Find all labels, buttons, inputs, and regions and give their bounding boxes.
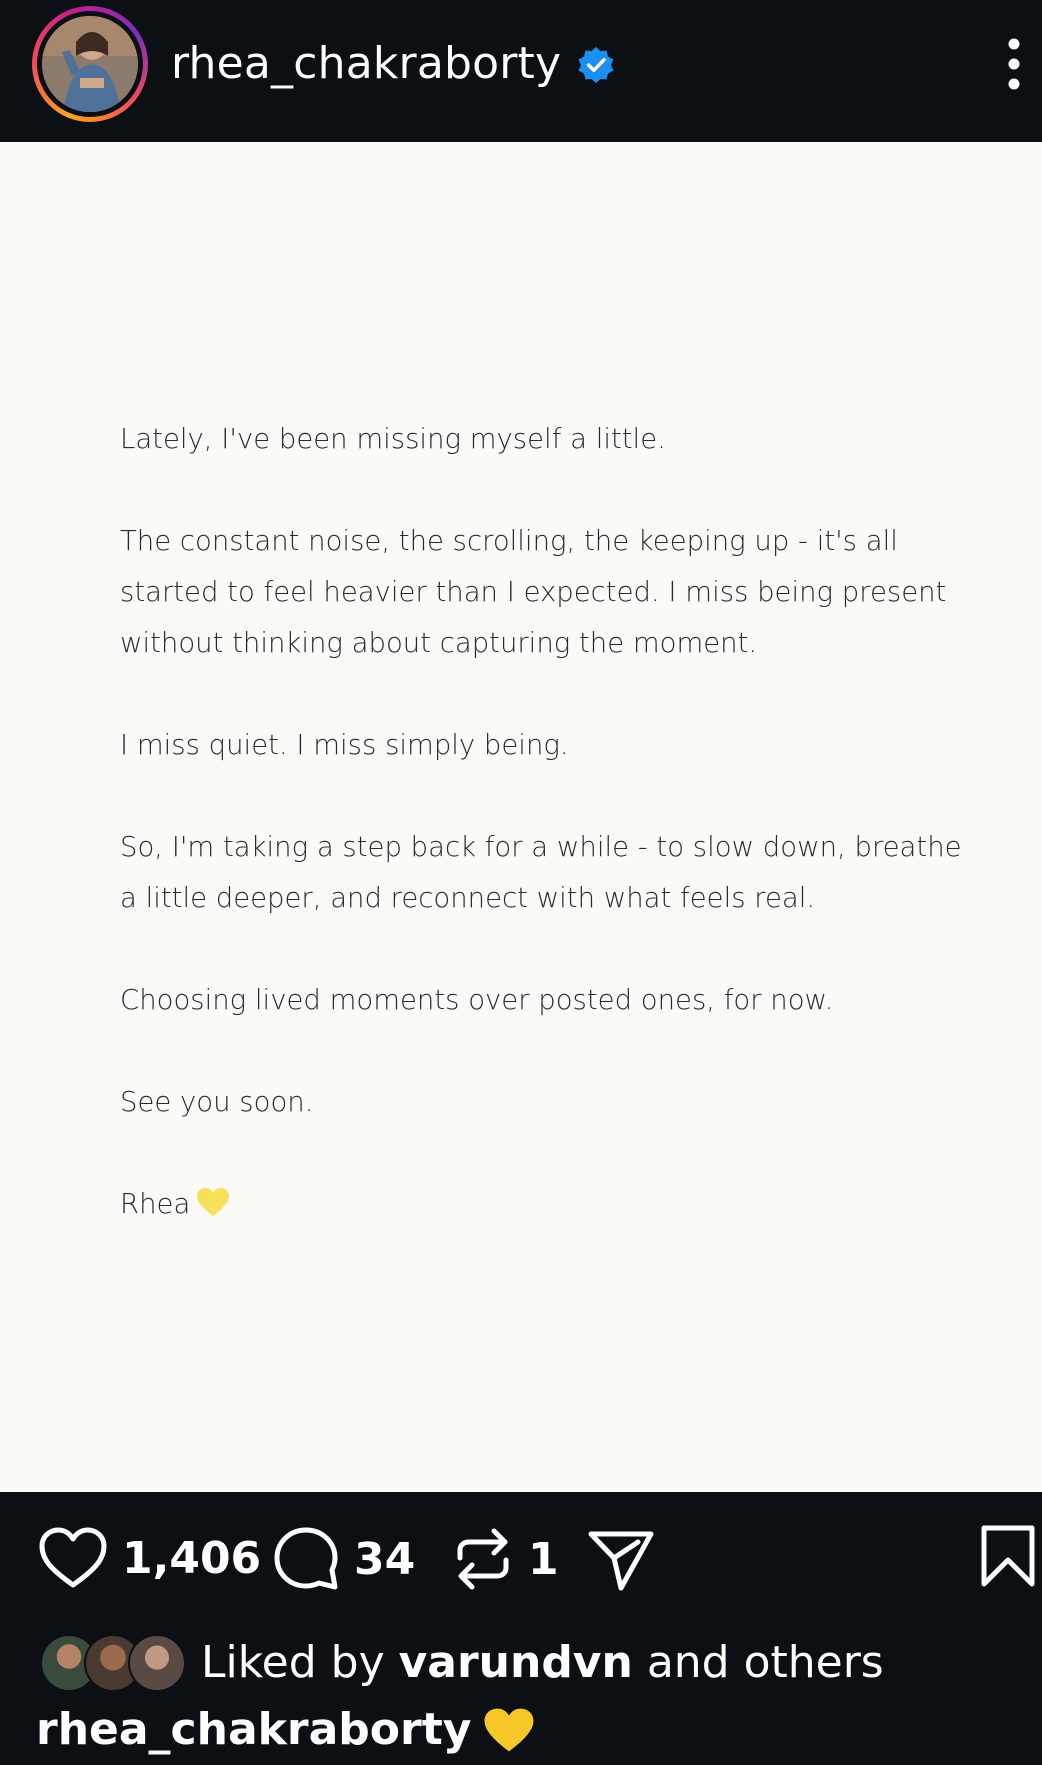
save-action[interactable] <box>980 1524 1036 1588</box>
post-paragraph: The constant noise, the scrolling, the keeping up - it's all started to feel heavier than I expected. I miss being present without thinking about capturing the moment. <box>120 525 947 659</box>
post-image[interactable] <box>0 142 1042 1492</box>
post-paragraph: So, I'm taking a step back for a while - to slow down, breathe a little deeper, and reconnect with what feels real. <box>120 831 962 914</box>
repost-count: 1 <box>528 1533 559 1585</box>
post-actions-bar <box>0 1492 1042 1765</box>
liked-by-row[interactable] <box>40 1634 884 1690</box>
header-username[interactable]: rhea_chakraborty <box>171 38 562 89</box>
heart-outline-icon[interactable] <box>38 1526 108 1590</box>
avatar-photo <box>42 16 138 112</box>
caption-username[interactable]: rhea_chakraborty <box>36 1704 472 1755</box>
repost-icon[interactable] <box>452 1526 514 1592</box>
post-caption <box>36 1704 535 1755</box>
post-paragraph: See you soon. <box>120 1086 314 1118</box>
yellow-heart-icon <box>483 1706 535 1754</box>
share-action[interactable] <box>586 1526 656 1592</box>
signature-text: Rhea <box>120 1188 191 1220</box>
post-paragraph: I miss quiet. I miss simply being. <box>120 729 569 761</box>
profile-avatar[interactable] <box>32 6 148 122</box>
more-vertical-icon[interactable] <box>1003 38 1025 90</box>
comment-count: 34 <box>354 1533 416 1585</box>
post-signature <box>120 1179 980 1230</box>
post-paragraph: Lately, I've been missing myself a little. <box>120 423 666 455</box>
yellow-heart-icon <box>196 1187 230 1217</box>
like-count: 1,406 <box>122 1532 262 1584</box>
comment-bubble-icon[interactable] <box>272 1526 340 1592</box>
like-action[interactable] <box>38 1526 261 1590</box>
repost-action[interactable] <box>452 1526 559 1592</box>
bookmark-icon[interactable] <box>980 1524 1036 1588</box>
send-icon[interactable] <box>586 1526 656 1592</box>
post-paragraph: Choosing lived moments over posted ones, for now. <box>120 984 834 1016</box>
verified-badge-icon <box>576 45 616 85</box>
liker-avatars <box>40 1634 185 1690</box>
avatar <box>128 1634 186 1692</box>
comment-action[interactable] <box>272 1526 415 1592</box>
post-note <box>120 414 980 1281</box>
liked-by-text: Liked by varundvn and others <box>201 1636 884 1688</box>
post-header <box>0 0 1042 142</box>
liked-by-username[interactable]: varundvn <box>398 1636 633 1688</box>
